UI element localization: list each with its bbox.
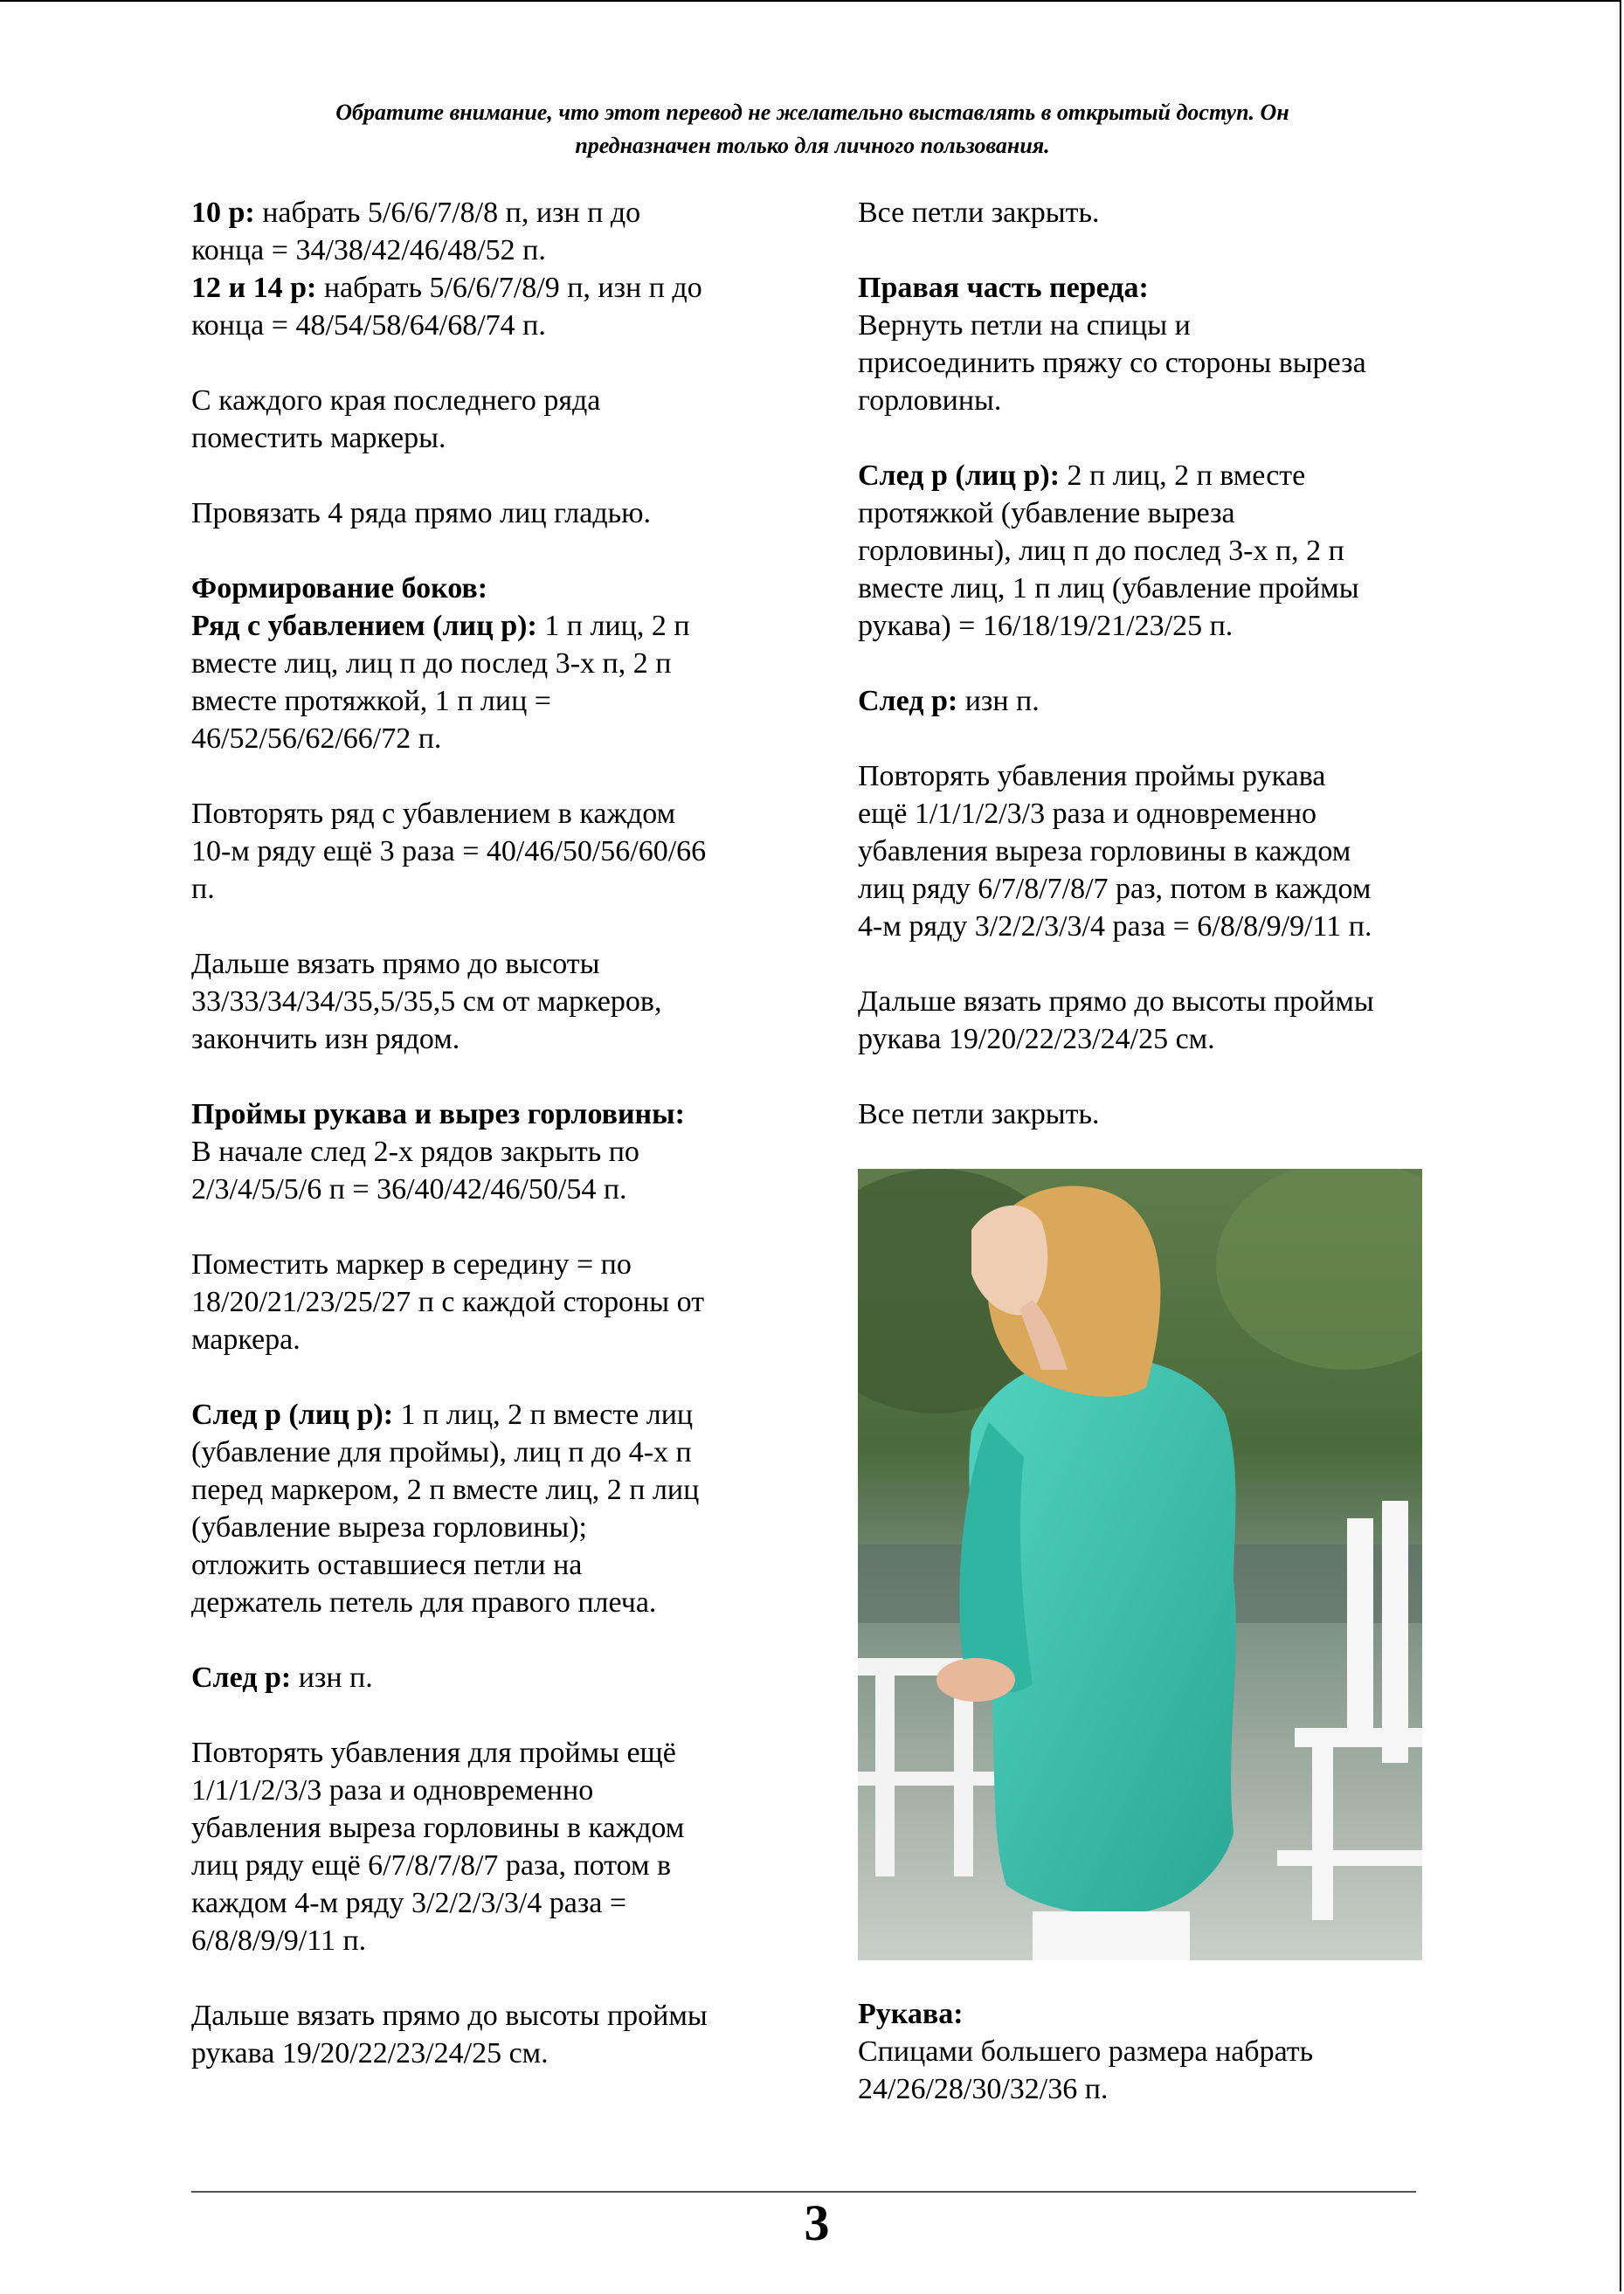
section-heading: Рукава:: [858, 1998, 964, 2030]
text: изн п.: [957, 685, 1040, 717]
text-line: лиц ряду ещё 6/7/8/7/8/7 раза, потом в: [191, 1849, 672, 1882]
paragraph-right-repeat: [858, 757, 1461, 945]
text-line: 18/20/21/23/25/27 п с каждой стороны от: [191, 1286, 705, 1318]
text-line: лиц ряду 6/7/8/7/8/7 раз, потом в каждом: [858, 873, 1372, 905]
text-line: вместе лиц, 1 п лиц (убавление проймы: [858, 572, 1359, 605]
text-line: Поместить маркер в середину = по: [191, 1248, 632, 1281]
text-line: Спицами большего размера набрать: [858, 2035, 1314, 2068]
section-heading: Формирование боков:: [191, 572, 488, 605]
text-line: ещё 1/1/1/2/3/3 раза и одновременно: [858, 798, 1317, 830]
left-column: [191, 194, 803, 2110]
text-line: вместе лиц, лиц п до послед 3-х п, 2 п: [191, 647, 672, 680]
text-line: горловины.: [858, 384, 1002, 417]
paragraph-side-shaping: [191, 570, 803, 757]
paragraph-rows-10-14: [191, 194, 803, 344]
text-line: В начале след 2-х рядов закрыть по: [191, 1136, 639, 1168]
paragraph-next-ws-row: [191, 1659, 803, 1696]
paragraph-repeat-armhole: [191, 1734, 803, 1959]
text-line: 24/26/28/30/32/36 п.: [858, 2073, 1109, 2105]
text-line: Все петли закрыть.: [858, 1098, 1100, 1130]
text-line: убавления выреза горловины в каждом: [858, 835, 1351, 867]
paragraph-right-next-ws: [858, 682, 1461, 720]
text: 2 п лиц, 2 п вместе: [1060, 459, 1306, 492]
privacy-notice: [175, 96, 1450, 162]
row-label: След р:: [191, 1662, 292, 1694]
text-line: С каждого края последнего ряда: [191, 384, 601, 417]
paragraph-next-rs-row: [191, 1396, 803, 1621]
model-photo-illustration: [858, 1169, 1422, 1960]
text-line: конца = 34/38/42/46/48/52 п.: [191, 234, 546, 266]
text-line: Повторять убавления для проймы ещё: [191, 1737, 676, 1769]
text: 1 п лиц, 2 п: [536, 610, 690, 642]
text-line: Дальше вязать прямо до высоты проймы: [191, 2000, 708, 2032]
text-line: рукава 19/20/22/23/24/25 см.: [191, 2037, 549, 2069]
row-label: 12 и 14 р:: [191, 272, 317, 304]
text: набрать 5/6/6/7/8/8 п, изн п до: [254, 197, 641, 229]
text-line: п.: [191, 873, 215, 905]
white-trousers: [1033, 1911, 1190, 1960]
paragraph-work-straight: [191, 945, 803, 1058]
text-line: 46/52/56/62/66/72 п.: [191, 722, 442, 755]
text-line: Провязать 4 ряда прямо лиц гладью.: [191, 497, 652, 529]
paragraph-bind-off-1: [858, 194, 1461, 231]
model-photo: [858, 1169, 1422, 1960]
text-line: отложить оставшиеся петли на: [191, 1549, 583, 1581]
text-line: каждом 4-м ряду 3/2/2/3/3/4 раза =: [191, 1887, 627, 1919]
section-heading: Правая часть переда:: [858, 272, 1149, 304]
paragraph-right-next-rs: [858, 457, 1461, 645]
text-line: (убавление для проймы), лиц п до 4-х п: [191, 1436, 692, 1468]
row-label: След р (лиц р):: [858, 459, 1061, 492]
right-column: [858, 194, 1461, 1171]
paragraph-armhole-height: [191, 1997, 803, 2072]
text-line: 10-м ряду ещё 3 раза = 40/46/50/56/60/66: [191, 835, 707, 867]
text: 1 п лиц, 2 п вместе лиц: [393, 1399, 694, 1431]
text: набрать 5/6/6/7/8/9 п, изн п до: [316, 272, 702, 304]
text-line: Повторять убавления проймы рукава: [858, 760, 1326, 792]
paragraph-center-marker: [191, 1246, 803, 1358]
text-line: Дальше вязать прямо до высоты проймы: [858, 985, 1374, 1018]
paragraph-right-armhole-height: [858, 983, 1461, 1058]
text-line: Вернуть петли на спицы и: [858, 309, 1191, 342]
paragraph-armhole-neckline: [191, 1095, 803, 1208]
text-line: 1/1/1/2/3/3 раза и одновременно: [191, 1774, 594, 1807]
text: изн п.: [291, 1662, 373, 1694]
text-line: рукава 19/20/22/23/24/25 см.: [858, 1023, 1215, 1055]
paragraph-bind-off-2: [858, 1095, 1461, 1133]
row-label: 10 р:: [191, 197, 255, 229]
text-line: 4-м ряду 3/2/2/3/3/4 раза = 6/8/8/9/9/11 п.: [858, 910, 1372, 943]
page-number: 3: [804, 2194, 830, 2251]
text-line: держатель петель для правого плеча.: [191, 1586, 657, 1619]
text-line: рукава) = 16/18/19/21/23/25 п.: [858, 610, 1234, 642]
paragraph-repeat-decrease: [191, 795, 803, 908]
paragraph-stockinette: [191, 494, 803, 532]
text-line: поместить маркеры.: [191, 422, 446, 454]
text-line: присоединить пряжу со стороны выреза: [858, 347, 1366, 379]
text-line: Дальше вязать прямо до высоты: [191, 948, 600, 980]
text-line: убавления выреза горловины в каждом: [191, 1812, 685, 1844]
notice-line-1: Обратите внимание, что этот перевод не желательно выставлять в открытый доступ. Он: [335, 100, 1289, 125]
text-line: конца = 48/54/58/64/68/74 п.: [191, 309, 546, 342]
paragraph-right-front: [858, 269, 1461, 419]
text-line: протяжкой (убавление выреза: [858, 497, 1235, 529]
text-line: горловины), лиц п до послед 3-х п, 2 п: [858, 535, 1344, 567]
text-line: 33/33/34/34/35,5/35,5 см от маркеров,: [191, 985, 662, 1018]
row-label: Ряд с убавлением (лиц р):: [191, 610, 537, 642]
text-line: Все петли закрыть.: [858, 197, 1100, 229]
notice-line-2: предназначен только для личного пользования.: [575, 133, 1050, 158]
paragraph-sleeves: [858, 1995, 1461, 2108]
section-heading: Проймы рукава и вырез горловины:: [191, 1098, 686, 1130]
text-line: вместе протяжкой, 1 п лиц =: [191, 685, 551, 717]
text-line: перед маркером, 2 п вместе лиц, 2 п лиц: [191, 1474, 700, 1506]
paragraph-markers: [191, 382, 803, 457]
hands: [936, 1658, 1015, 1702]
text-line: 6/8/8/9/9/11 п.: [191, 1924, 367, 1957]
text-line: маркера.: [191, 1323, 301, 1356]
row-label: След р (лиц р):: [191, 1399, 394, 1431]
text-line: 2/3/4/5/5/6 п = 36/40/42/46/50/54 п.: [191, 1173, 627, 1206]
row-label: След р:: [858, 685, 958, 717]
text-line: Повторять ряд с убавлением в каждом: [191, 798, 676, 830]
text-line: (убавление выреза горловины);: [191, 1511, 588, 1544]
text-line: закончить изн рядом.: [191, 1023, 460, 1055]
